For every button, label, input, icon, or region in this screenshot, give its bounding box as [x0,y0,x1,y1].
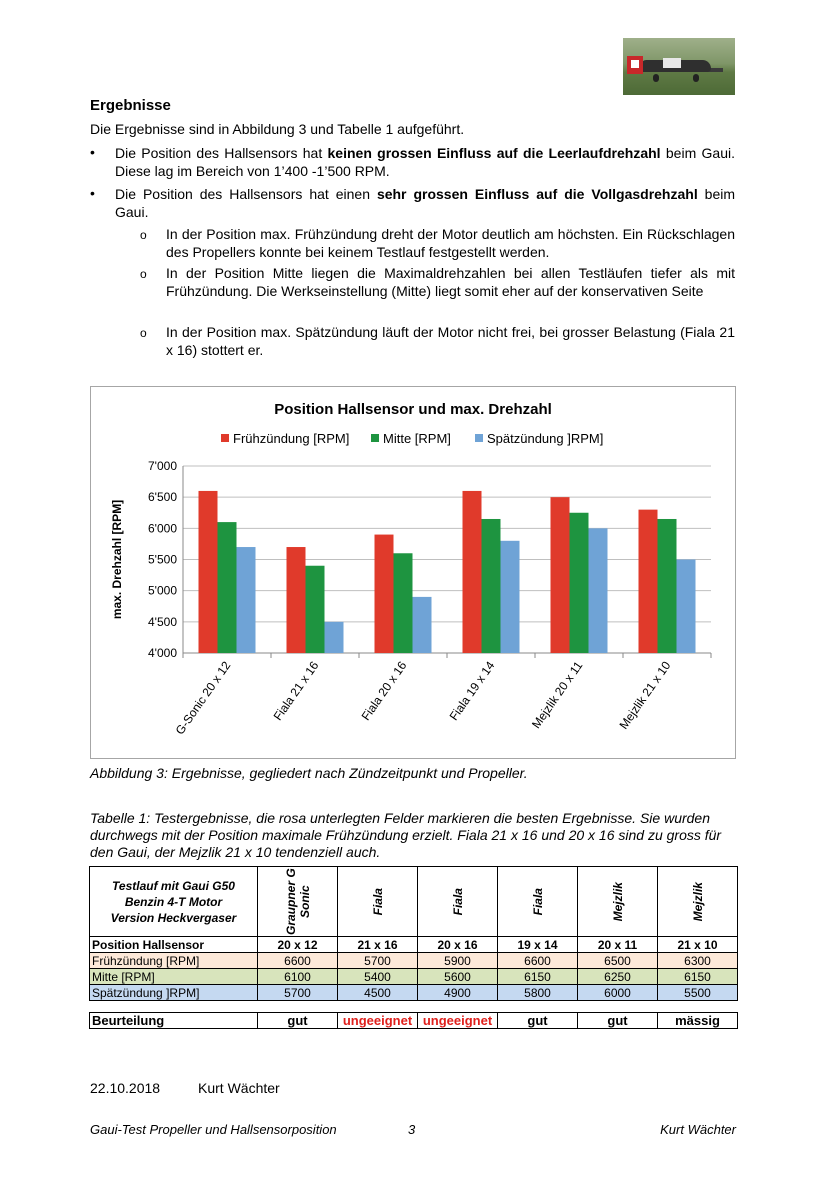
y-tick-label: 5'000 [148,583,177,598]
bar [287,547,306,653]
legend-swatch [475,434,483,442]
bar [306,566,325,653]
table-corner: Testlauf mit Gaui G50 Benzin 4-T Motor Version Heckvergaser [90,867,258,937]
sub-bullet-1: In der Position max. Frühzündung dreht der Motor deutlich am höchsten. Ein Rückschlagen des Propellers konnte bei keinem Testlauf festgestellt werden. [166,226,735,260]
bar [658,519,677,653]
table-row: Position Hallsensor 20 x 12 21 x 16 20 x 16 19 x 14 20 x 11 21 x 10 [90,937,738,953]
bar [199,491,218,653]
y-tick-label: 6'500 [148,490,177,505]
chart-frame [90,386,736,759]
bullet-dot: • [90,144,95,160]
bar [482,519,501,653]
prop-header: Mejzlik [578,867,658,937]
sub-bullet-marker: o [140,267,147,281]
y-tick-label: 4'000 [148,646,177,660]
prop-header: Fiala [338,867,418,937]
y-tick-label: 7'000 [148,459,177,473]
airplane-photo [623,38,735,95]
rating-table [89,1012,738,1029]
bar [677,560,696,654]
bar [463,491,482,653]
x-tick-label: Mejzlik 21 x 10 [616,658,674,732]
prop-header: Mejzlik [658,867,738,937]
intro-text: Die Ergebnisse sind in Abbildung 3 und Tabelle 1 aufgeführt. [90,121,465,137]
y-tick-label: 6'000 [148,521,177,536]
x-tick-label: G-Sonic 20 x 12 [172,658,234,738]
sub-bullet-marker: o [140,326,147,340]
x-tick-label: Fiala 21 x 16 [270,658,322,724]
bar [237,547,256,653]
table-row: Beurteilung gut ungeeignet ungeeignet gut gut mässig [90,1013,738,1029]
figure-caption: Abbildung 3: Ergebnisse, gegliedert nach Zündzeitpunkt und Propeller. [90,765,528,781]
table-row: Spätzündung ]RPM] 5700 4500 4900 5800 6000 5500 [90,985,738,1001]
footer-author: Kurt Wächter [660,1122,736,1137]
bar [375,535,394,653]
chart-title: Position Hallsensor und max. Drehzahl [274,401,552,418]
y-axis-label: max. Drehzahl [RPM] [110,499,124,620]
bar [589,528,608,653]
bar [325,622,344,653]
legend-label: Frühzündung [RPM] [233,431,350,446]
bar [413,597,432,653]
bar [551,497,570,653]
y-tick-label: 4'500 [148,614,177,629]
bar [570,513,589,653]
bar [218,522,237,653]
y-tick-label: 5'500 [148,552,177,567]
prop-header: Fiala [498,867,578,937]
legend-swatch [371,434,379,442]
legend-label: Mitte [RPM] [383,431,451,446]
bullet-2: Die Position des Hallsensors hat einen sehr grossen Einfluss auf die Vollgasdrehzahl beim Gaui. [115,186,736,220]
legend-swatch [221,434,229,442]
bar [639,510,658,653]
x-tick-label: Mejzlik 20 x 11 [528,658,586,732]
x-tick-label: Fiala 20 x 16 [358,658,410,724]
table-caption: Tabelle 1: Testergebnisse, die rosa unterlegten Felder markieren die besten Ergebnisse. Sie wurden durchwegs mit der Position maximale Frühzündung erzielt. Fiala 21 x 16 und 20 x 16 sind zu gross für den Gaui, der Mejzlik 21 x 10 tendenziell auch. [90,810,722,860]
bar-chart [91,387,735,758]
sub-bullet-marker: o [140,228,147,242]
section-heading: Ergebnisse [90,97,171,114]
sub-bullet-2: In der Position Mitte liegen die Maximaldrehzahlen bei allen Testläufen tiefer als mit Frühzündung. Die Werkseinstellung (Mitte) liegt somit eher auf der konservativen Seite [166,265,735,299]
prop-header: Graupner G Sonic [258,867,338,937]
bar [501,541,520,653]
document-author: Kurt Wächter [198,1080,280,1096]
bar [394,553,413,653]
results-table [89,866,738,1001]
bullet-dot: • [90,185,95,201]
table-row: Frühzündung [RPM] 6600 5700 5900 6600 6500 6300 [90,953,738,969]
footer-page-number: 3 [408,1122,416,1137]
legend-label: Spätzündung ]RPM] [487,431,604,446]
footer-title: Gaui-Test Propeller und Hallsensorposition [90,1122,337,1137]
prop-header: Fiala [418,867,498,937]
document-date: 22.10.2018 [90,1080,161,1096]
x-tick-label: Fiala 19 x 14 [446,658,498,724]
table-row: Mitte [RPM] 6100 5400 5600 6150 6250 6150 [90,969,738,985]
sub-bullet-3: In der Position max. Spätzündung läuft der Motor nicht frei, bei grosser Belastung (Fiala 21 x 16) stottert er. [166,324,735,358]
bullet-1: Die Position des Hallsensors hat keinen grossen Einfluss auf die Leerlaufdrehzahl beim Gaui. Diese lag im Bereich von 1’400 -1’500 RPM. [115,145,735,179]
